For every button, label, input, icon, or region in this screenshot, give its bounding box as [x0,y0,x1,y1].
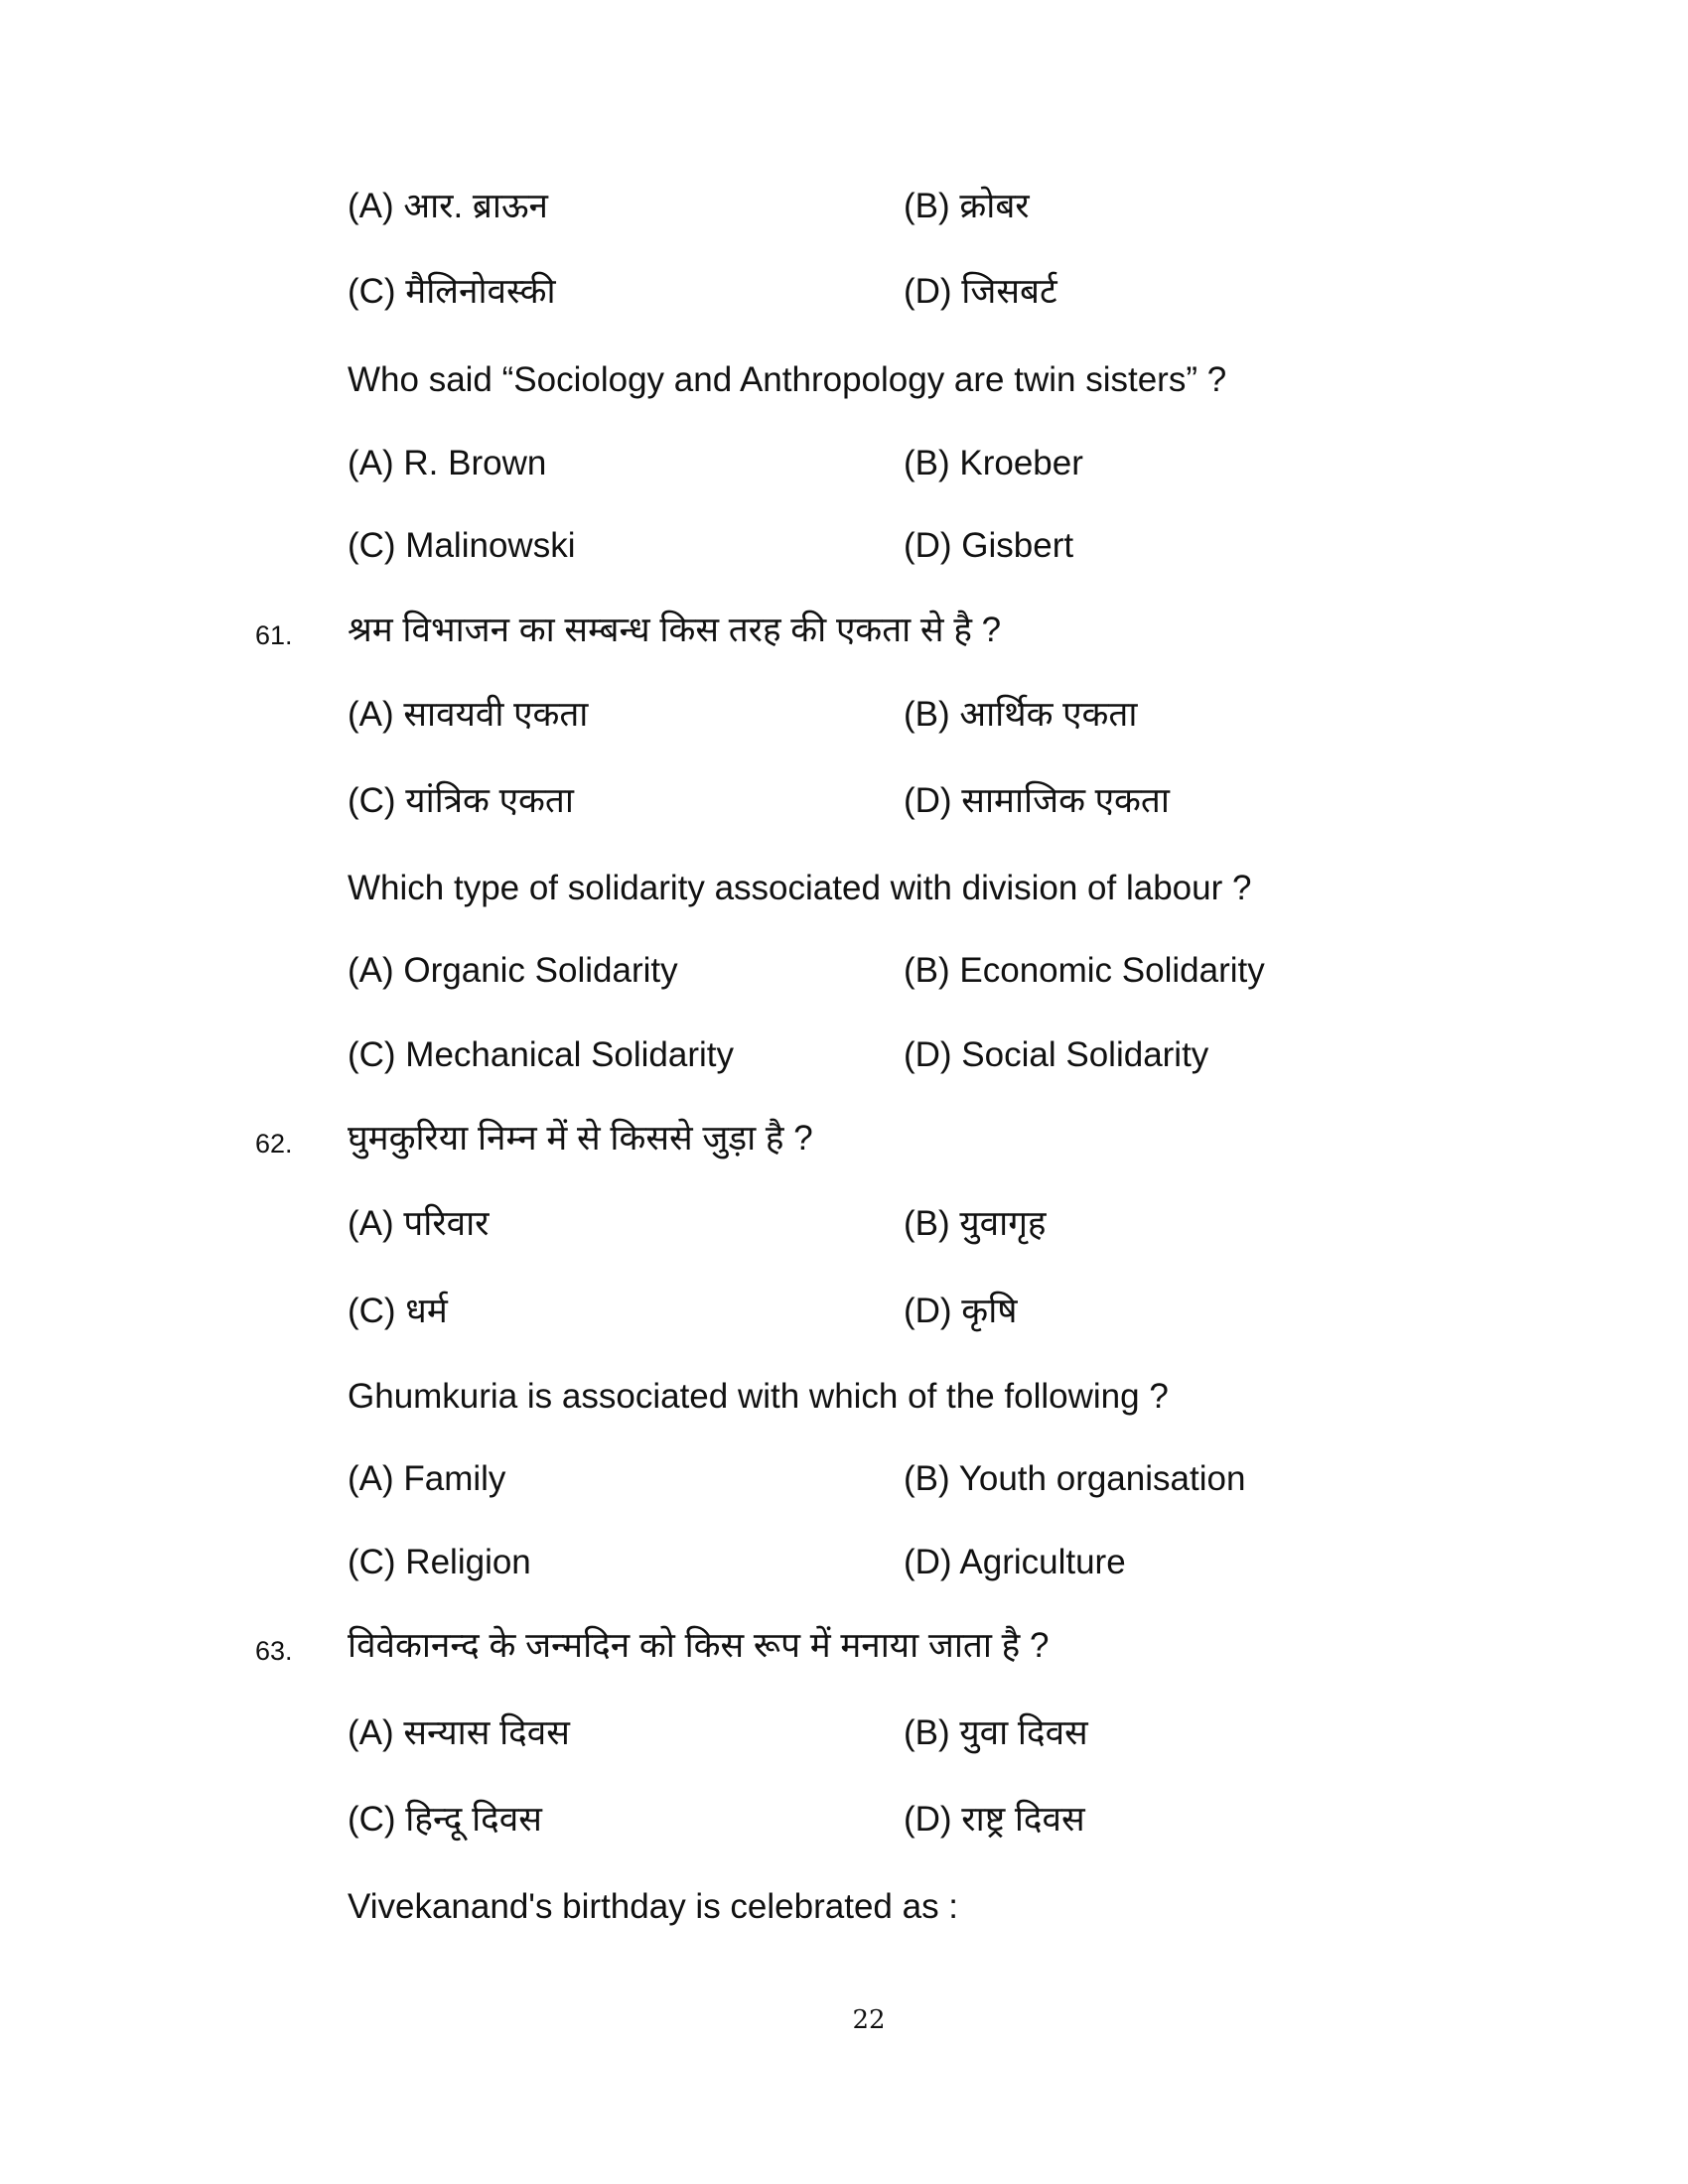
q60-hi-option-b: (B) क्रोबर [904,187,1030,225]
q60-hi-option-c: (C) मैलिनोवस्की [348,272,556,311]
q63-en-question: Vivekanand's birthday is celebrated as : [348,1887,959,1926]
page-number: 22 [852,2005,886,2035]
q60-en-option-c: (C) Malinowski [348,526,576,565]
q60-en-option-b: (B) Kroeber [904,444,1083,482]
q61-hi-option-c: (C) यांत्रिक एकता [348,781,574,820]
q61-en-option-d: (D) Social Solidarity [904,1035,1209,1074]
q63-hi-option-d: (D) राष्ट्र दिवस [904,1800,1085,1839]
q63-number: 63. [255,1636,293,1666]
q60-en-option-d: (D) Gisbert [904,526,1074,565]
q61-en-option-b: (B) Economic Solidarity [904,951,1265,990]
q62-en-option-c: (C) Religion [348,1543,531,1581]
q60-en-question: Who said “Sociology and Anthropology are twin sisters” ? [348,360,1227,399]
q61-number: 61. [255,620,293,650]
q62-number: 62. [255,1129,293,1159]
q62-hi-question: घुमकुरिया निम्न में से किससे जुड़ा है ? [348,1119,813,1158]
q61-en-option-c: (C) Mechanical Solidarity [348,1035,735,1074]
q61-hi-question: श्रम विभाजन का सम्बन्ध किस तरह की एकता से है ? [348,611,1002,649]
q60-hi-option-d: (D) जिसबर्ट [904,272,1057,311]
q63-hi-question: विवेकानन्द के जन्मदिन को किस रूप में मनाया जाता है ? [348,1626,1050,1665]
q62-hi-option-a: (A) परिवार [348,1204,490,1243]
q63-hi-option-a: (A) सन्यास दिवस [348,1713,570,1752]
q62-en-option-b: (B) Youth organisation [904,1459,1246,1498]
q61-hi-option-b: (B) आर्थिक एकता [904,695,1138,734]
q61-hi-option-a: (A) सावयवी एकता [348,695,589,734]
q61-hi-option-d: (D) सामाजिक एकता [904,781,1170,820]
q62-en-option-d: (D) Agriculture [904,1543,1126,1581]
q60-en-option-a: (A) R. Brown [348,444,547,482]
q62-en-option-a: (A) Family [348,1459,506,1498]
q60-hi-option-a: (A) आर. ब्राऊन [348,187,548,225]
q63-hi-option-c: (C) हिन्दू दिवस [348,1800,542,1839]
q62-en-question: Ghumkuria is associated with which of the following ? [348,1377,1169,1416]
q61-en-option-a: (A) Organic Solidarity [348,951,678,990]
q62-hi-option-d: (D) कृषि [904,1292,1018,1330]
q61-en-question: Which type of solidarity associated with division of labour ? [348,869,1252,907]
q62-hi-option-b: (B) युवागृह [904,1204,1047,1243]
q63-hi-option-b: (B) युवा दिवस [904,1713,1088,1752]
q62-hi-option-c: (C) धर्म [348,1292,448,1330]
